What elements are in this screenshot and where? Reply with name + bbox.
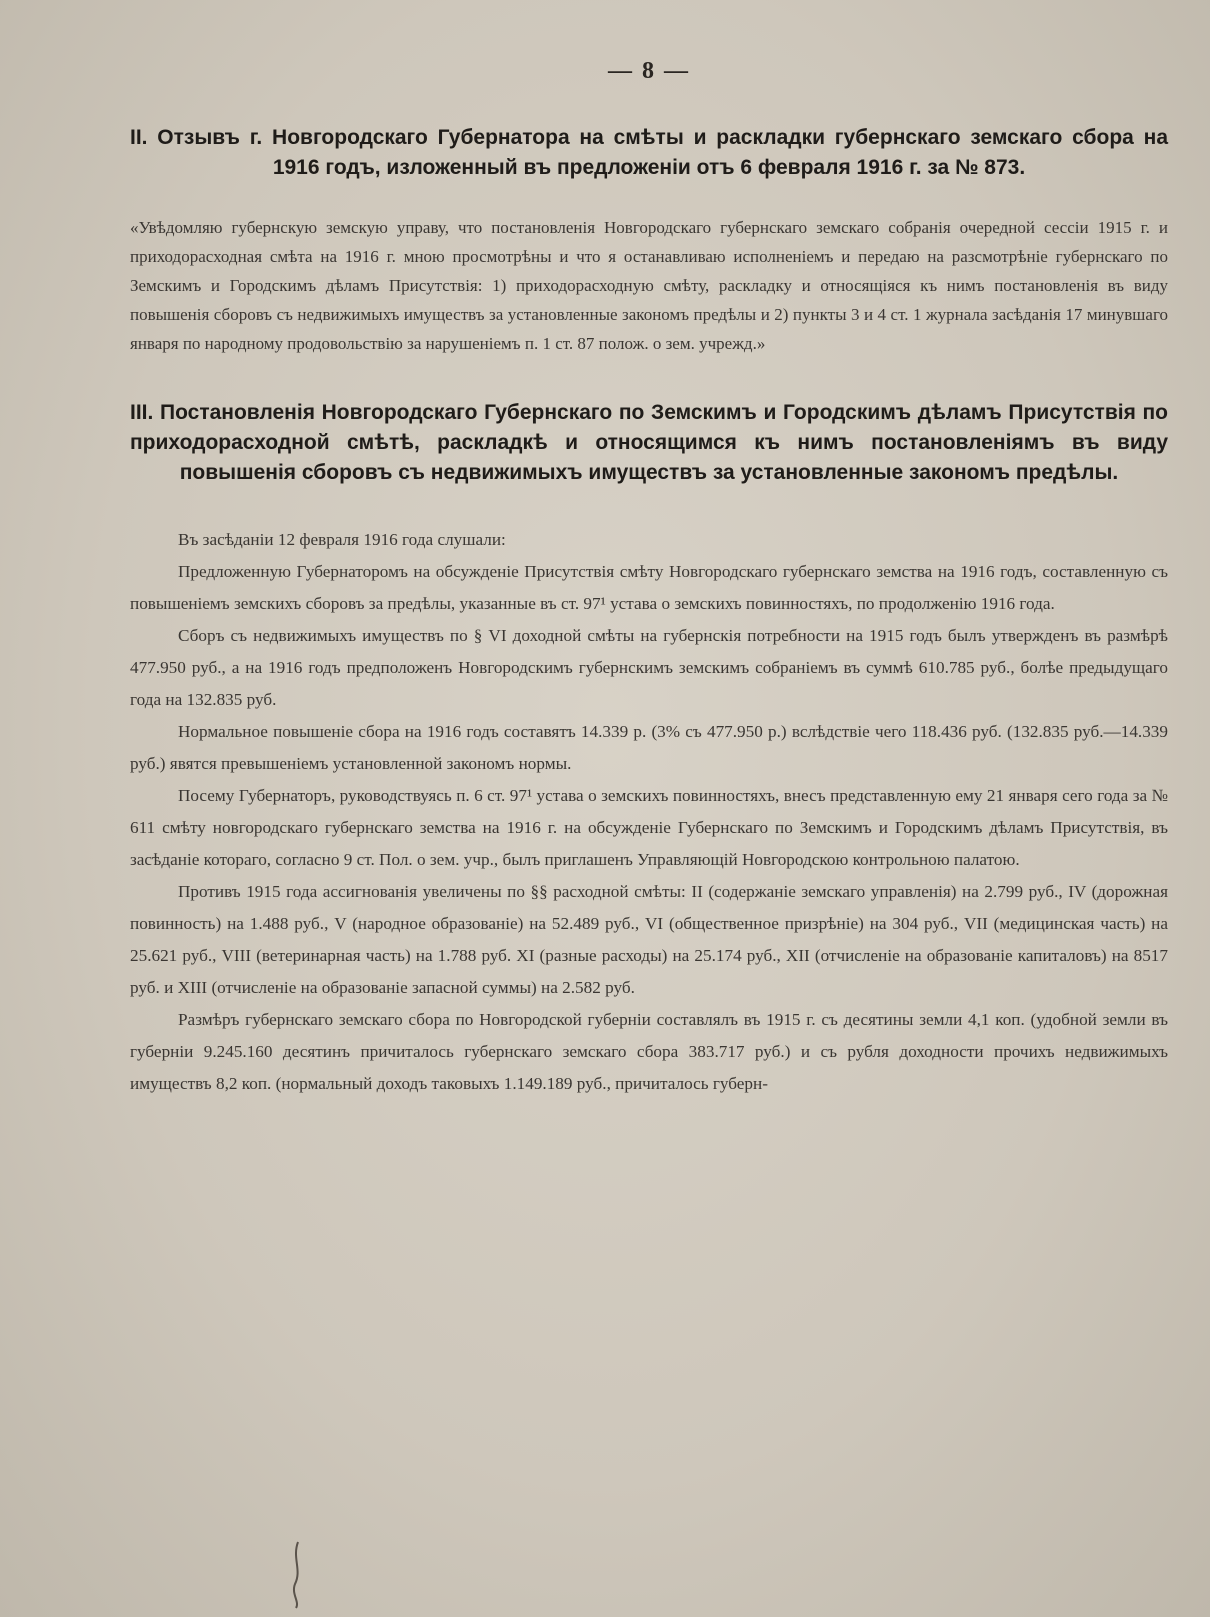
governor-quote: «Увѣдомляю губернскую земскую управу, что постановленія Новгородскаго губернскаго земскаго собранія очередной сессіи 1915 г. и приходорасходная смѣта на 1916 г. мною просмотрѣны и что я останавливаю исполненіемъ и передаю на разсмотрѣніе губернскаго по Земскимъ и Городскимъ дѣламъ Присутствія: 1) приходорасходную смѣту, раскладку и относящіяся къ нимъ постановленія въ виду повышенія сборовъ съ недвижимыхъ имуществъ за установленные закономъ предѣлы и 2) пункты 3 и 4 ст. 1 журнала засѣданія 17 минувшаго января по народному продовольствію за нарушеніемъ п. 1 ст. 87 полож. о зем. учрежд.»: [130, 218, 1168, 353]
paragraph: Нормальное повышеніе сбора на 1916 годъ составятъ 14.339 р. (3% съ 477.950 р.) вслѣдствіе чего 118.436 руб. (132.835 руб.—14.339 руб.) явятся превышеніемъ установленной закономъ нормы.: [130, 722, 1168, 773]
section-iii-heading: III. Постановленія Новгородскаго Губернскаго по Земскимъ и Городскимъ дѣламъ Присутствія по приходорасходной смѣтѣ, раскладкѣ и относящимся къ нимъ постановленіямъ въ виду повышенія сборовъ съ недвижимыхъ имуществъ за установленные закономъ предѣлы.: [130, 401, 1168, 484]
page-number: — 8 —: [608, 58, 690, 84]
margin-pencil-mark: [290, 1540, 304, 1610]
paragraph: Предложенную Губернаторомъ на обсужденіе Присутствія смѣту Новгородскаго губернскаго земства на 1916 годъ, составленную съ повышеніемъ земскихъ сборовъ за предѣлы, указанные въ ст. 97¹ устава о земскихъ повинностяхъ, по продолженію 1916 года.: [130, 562, 1168, 613]
paragraph: Размѣръ губернскаго земскаго сбора по Новгородской губерніи составлялъ въ 1915 г. съ десятины земли 4,1 коп. (удобной земли въ губерніи 9.245.160 десятинъ причиталось губернскаго земскаго сбора 383.717 руб.) и съ рубля доходности прочихъ недвижимыхъ имуществъ 8,2 коп. (нормальный доходъ таковыхъ 1.149.189 руб., причиталось губерн-: [130, 1010, 1168, 1093]
section-ii-heading: II. Отзывъ г. Новгородскаго Губернатора на смѣты и раскладки губернскаго земскаго сбора на 1916 годъ, изложенный въ предложеніи отъ 6 февраля 1916 г. за № 873.: [130, 126, 1168, 179]
paragraph: Посему Губернаторъ, руководствуясь п. 6 ст. 97¹ устава о земскихъ повинностяхъ, внесъ представленную ему 21 января сего года за № 611 смѣту новгородскаго губернскаго земства на 1916 г. на обсужденіе Губернскаго по Земскимъ и Городскимъ дѣламъ Присутствія, въ засѣданіе котораго, согласно 9 ст. Пол. о зем. учр., былъ приглашенъ Управляющій Новгородскою контрольною палатою.: [130, 786, 1168, 869]
session-line: Въ засѣданіи 12 февраля 1916 года слушали:: [178, 530, 506, 549]
paragraph: Противъ 1915 года ассигнованія увеличены по §§ расходной смѣты: II (содержаніе земскаго управленія) на 2.799 руб., IV (дорожная повинность) на 1.488 руб., V (народное образованіе) на 52.489 руб., VI (общественное призрѣніе) на 304 руб., VII (медицинская часть) на 25.621 руб., VIII (ветеринарная часть) на 1.788 руб. XI (разные расходы) на 25.174 руб., XII (отчисленіе на образованіе капиталовъ) на 8517 руб. и XIII (отчисленіе на образованіе запасной суммы) на 2.582 руб.: [130, 882, 1168, 997]
paragraph: Сборъ съ недвижимыхъ имуществъ по § VI доходной смѣты на губернскія потребности на 1915 годъ былъ утвержденъ въ размѣрѣ 477.950 руб., а на 1916 годъ предположенъ Новгородскимъ губернскимъ земскимъ собраніемъ въ суммѣ 610.785 руб., болѣе предыдущаго года на 132.835 руб.: [130, 626, 1168, 709]
